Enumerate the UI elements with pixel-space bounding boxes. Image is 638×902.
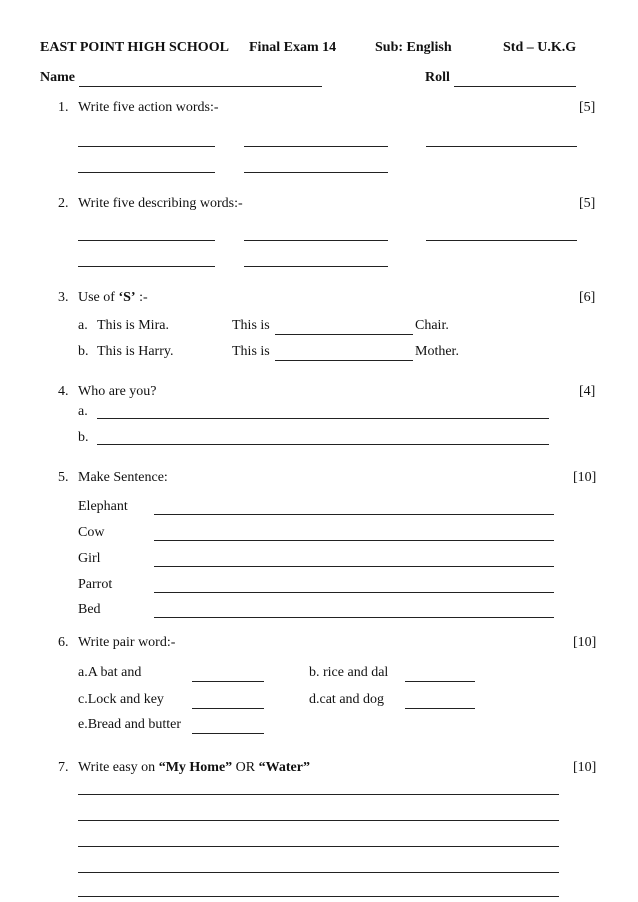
q6a-text: a.A bat and <box>78 665 142 680</box>
exam-title: Final Exam 14 <box>249 40 337 55</box>
q4a-label: a. <box>78 404 88 419</box>
q3b-prompt: This is <box>232 344 270 359</box>
name-label: Name <box>40 70 75 85</box>
q2-answer-line[interactable] <box>78 240 215 241</box>
q3a-suffix: Chair. <box>415 318 449 333</box>
q3b-suffix: Mother. <box>415 344 459 359</box>
q7-number: 7. <box>58 760 69 775</box>
q5-text: Make Sentence: <box>78 470 168 485</box>
q4b-answer-line[interactable] <box>97 444 549 445</box>
q3a-answer-line[interactable] <box>275 334 413 335</box>
q3-number: 3. <box>58 290 69 305</box>
q1-marks: [5] <box>579 100 596 115</box>
q1-answer-line[interactable] <box>426 146 577 147</box>
q7-answer-line[interactable] <box>78 896 559 897</box>
q4-number: 4. <box>58 384 69 399</box>
q6e-answer-line[interactable] <box>192 733 264 734</box>
q6-number: 6. <box>58 635 69 650</box>
q6d-answer-line[interactable] <box>405 708 475 709</box>
q5-answer-line[interactable] <box>154 540 554 541</box>
name-field[interactable] <box>79 86 322 87</box>
q1-answer-line[interactable] <box>78 172 215 173</box>
q2-number: 2. <box>58 196 69 211</box>
q5-marks: [10] <box>573 470 597 485</box>
q1-number: 1. <box>58 100 69 115</box>
q6e-text: e.Bread and butter <box>78 717 182 732</box>
q5-answer-line[interactable] <box>154 514 554 515</box>
q3b-label: b. <box>78 344 89 359</box>
q3b-answer-line[interactable] <box>275 360 413 361</box>
q2-answer-line[interactable] <box>244 240 388 241</box>
q3a-prompt: This is <box>232 318 270 333</box>
q1-answer-line[interactable] <box>244 172 388 173</box>
q1-answer-line[interactable] <box>78 146 215 147</box>
q6c-text: c.Lock and key <box>78 692 164 707</box>
q6-text: Write pair word:- <box>78 635 176 650</box>
q4b-label: b. <box>78 430 89 445</box>
q3b-sentence: This is Harry. <box>97 344 174 359</box>
subject: Sub: English <box>375 40 452 55</box>
q5-word: Bed <box>78 602 101 617</box>
q3-marks: [6] <box>579 290 596 305</box>
q2-marks: [5] <box>579 196 596 211</box>
q6b-answer-line[interactable] <box>405 681 475 682</box>
q6c-answer-line[interactable] <box>192 708 264 709</box>
q1-answer-line[interactable] <box>244 146 388 147</box>
roll-label: Roll <box>425 70 450 85</box>
q4-text: Who are you? <box>78 384 157 399</box>
q3-text: Use of ‘S’ :- <box>78 290 148 305</box>
q2-answer-line[interactable] <box>78 266 215 267</box>
q6d-text: d.cat and dog <box>309 692 385 707</box>
q5-number: 5. <box>58 470 69 485</box>
q3a-sentence: This is Mira. <box>97 318 169 333</box>
q5-answer-line[interactable] <box>154 566 554 567</box>
q4-marks: [4] <box>579 384 596 399</box>
q7-answer-line[interactable] <box>78 872 559 873</box>
q6b-text: b. rice and dal <box>309 665 389 680</box>
q5-answer-line[interactable] <box>154 617 554 618</box>
q5-word: Cow <box>78 525 105 540</box>
standard: Std – U.K.G <box>503 40 577 55</box>
q2-answer-line[interactable] <box>244 266 388 267</box>
q2-answer-line[interactable] <box>426 240 577 241</box>
q7-marks: [10] <box>573 760 597 775</box>
q7-text: Write easy on “My Home” OR “Water” <box>78 760 310 775</box>
q7-answer-line[interactable] <box>78 846 559 847</box>
roll-field[interactable] <box>454 86 576 87</box>
q1-text: Write five action words:- <box>78 100 219 115</box>
q5-word: Girl <box>78 551 101 566</box>
q6a-answer-line[interactable] <box>192 681 264 682</box>
q5-answer-line[interactable] <box>154 592 554 593</box>
q6-marks: [10] <box>573 635 597 650</box>
q7-answer-line[interactable] <box>78 820 559 821</box>
q7-answer-line[interactable] <box>78 794 559 795</box>
q2-text: Write five describing words:- <box>78 196 243 211</box>
q3a-label: a. <box>78 318 88 333</box>
q5-word: Elephant <box>78 499 128 514</box>
q5-word: Parrot <box>78 577 113 592</box>
school-name: EAST POINT HIGH SCHOOL <box>40 40 229 55</box>
q4a-answer-line[interactable] <box>97 418 549 419</box>
